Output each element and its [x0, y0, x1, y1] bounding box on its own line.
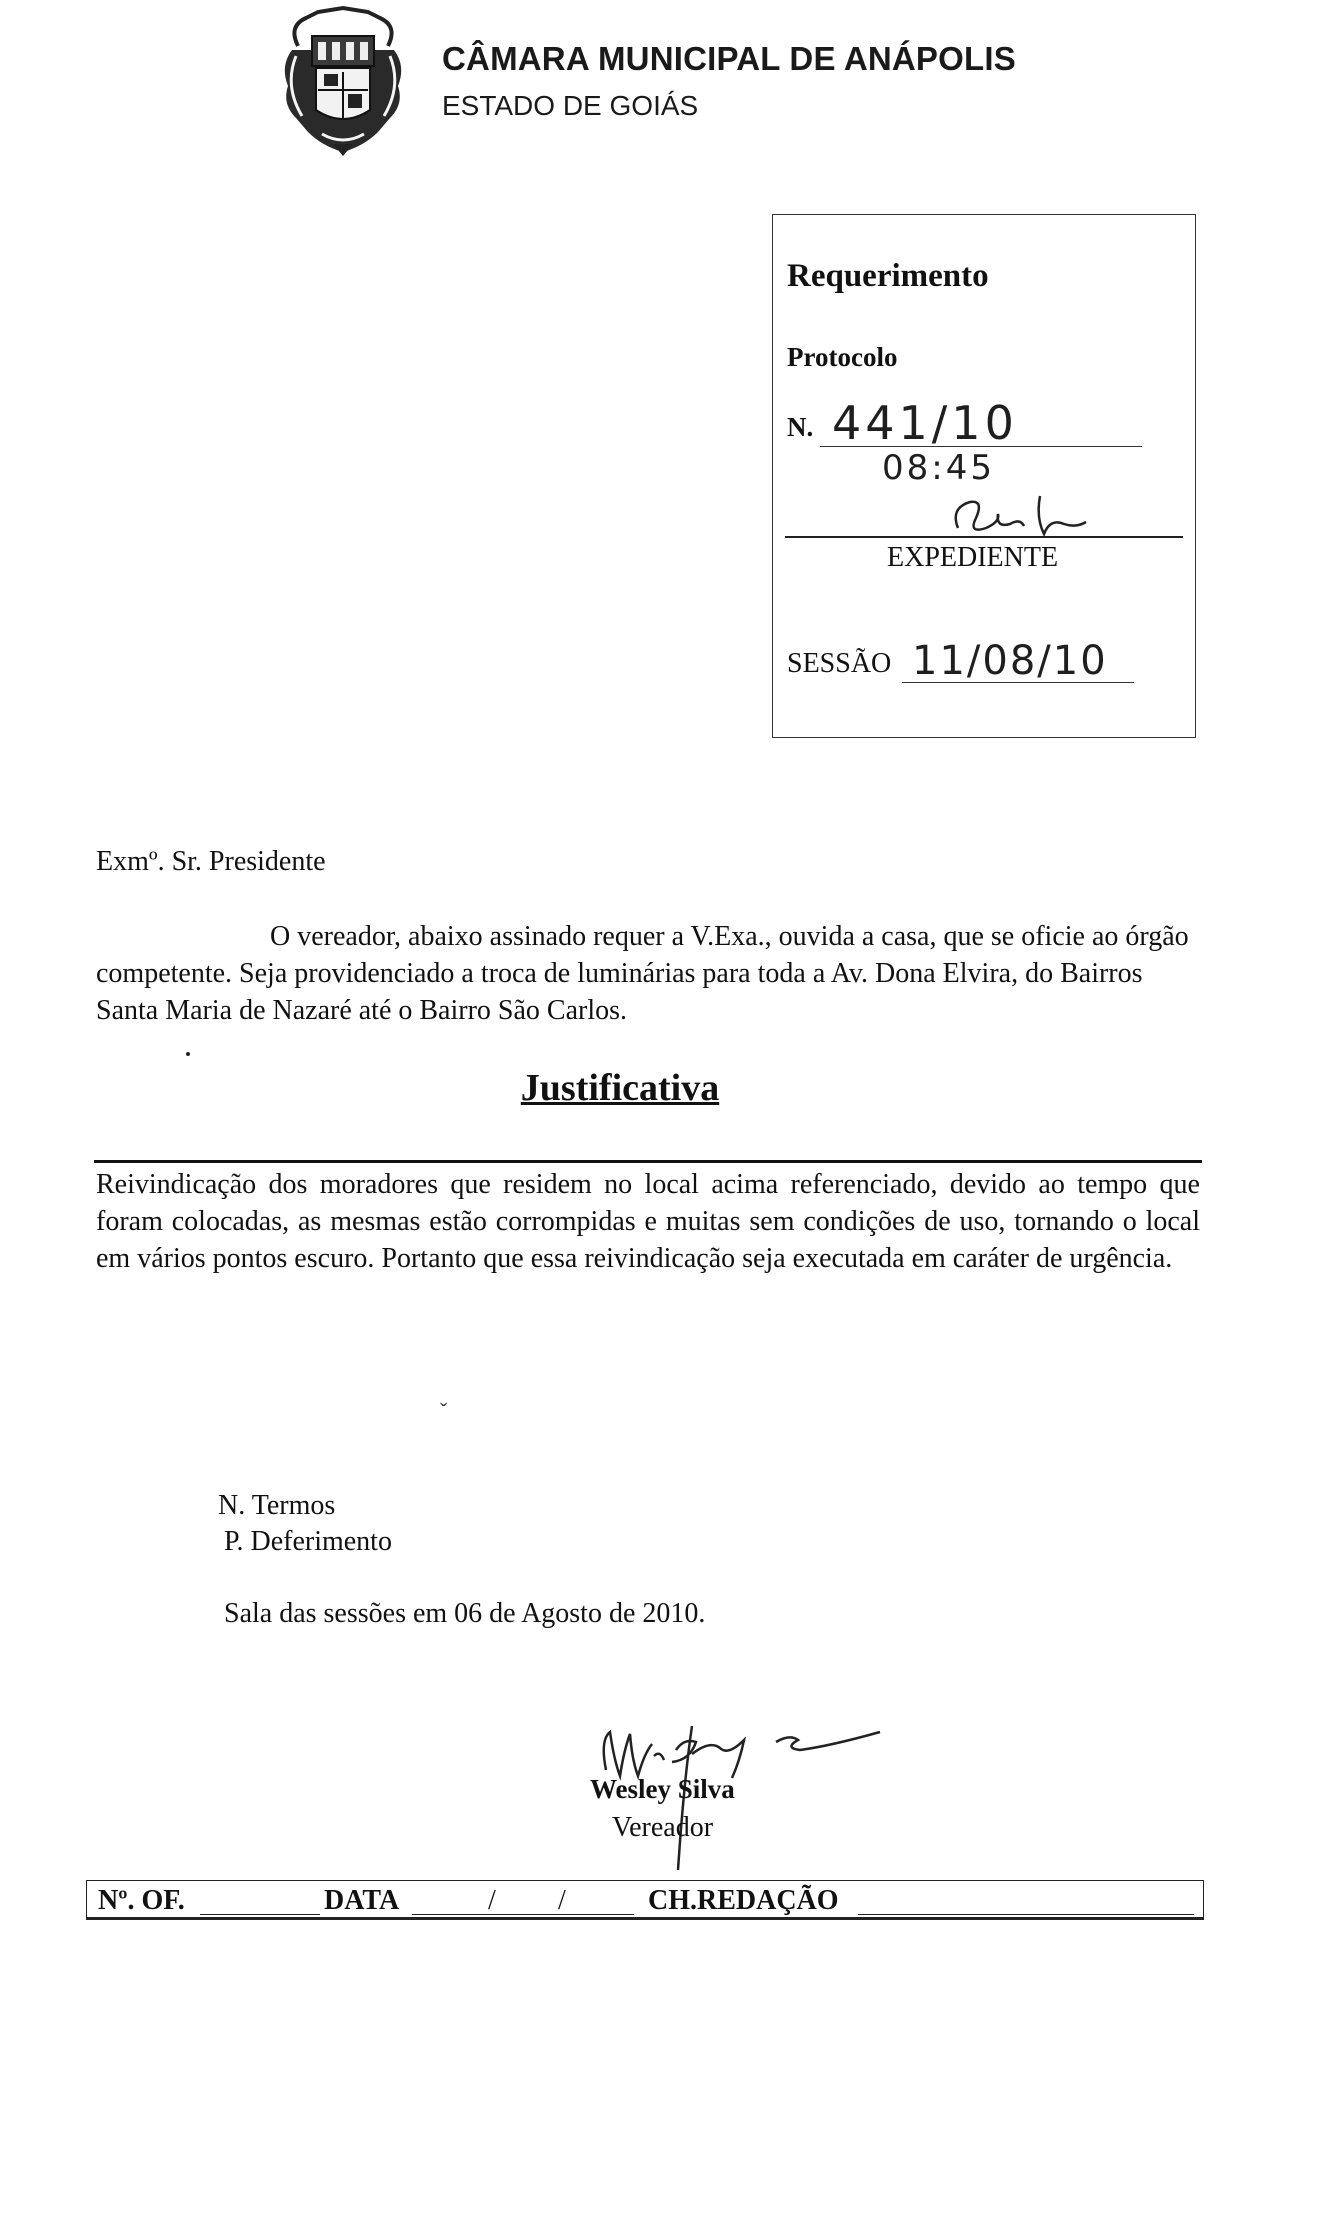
office-number-line — [200, 1914, 320, 1915]
redaction-label: CH.REDAÇÃO — [648, 1885, 839, 1916]
closing-terms: N. Termos — [218, 1490, 336, 1521]
session-date-line — [902, 682, 1134, 683]
session-date-value: 11/08/10 — [912, 638, 1108, 684]
institution-subtitle: ESTADO DE GOIÁS — [442, 90, 699, 121]
signer-name: Wesley Silva — [590, 1774, 735, 1804]
protocol-number-line — [820, 446, 1142, 447]
session-label: SESSÃO — [787, 648, 892, 679]
protocol-separator — [785, 536, 1183, 538]
closing-date-line: Sala das sessões em 06 de Agosto de 2010. — [224, 1598, 706, 1629]
protocol-time-value: 08:45 — [882, 448, 995, 488]
institution-title: CÂMARA MUNICIPAL DE ANÁPOLIS — [442, 40, 1016, 77]
municipal-crest-logo — [278, 6, 408, 156]
redaction-line — [858, 1914, 1194, 1915]
date-slash-2: / — [558, 1885, 566, 1916]
date-line — [412, 1914, 634, 1915]
clerk-initials-signature — [940, 488, 1090, 548]
closing-deferment: P. Deferimento — [224, 1526, 392, 1557]
justification-rule — [94, 1160, 1202, 1163]
date-label: DATA — [324, 1885, 400, 1916]
protocol-number-label: N. — [787, 412, 814, 442]
signer-role: Vereador — [612, 1812, 714, 1843]
stray-dot-mark — [186, 1052, 190, 1056]
request-type-title: Requerimento — [787, 258, 989, 294]
protocol-number-value: 441/10 — [832, 396, 1018, 450]
protocol-label: Protocolo — [787, 342, 898, 372]
stray-tick-mark: ˇ — [440, 1398, 448, 1423]
request-paragraph: O vereador, abaixo assinado requer a V.Exa., ouvida a casa, que se oficie ao órgão competente. Seja providenciado a troca de luminárias para toda a Av. Dona Elvira, do Bairros Santa Maria de Nazaré até o Bairro São Carlos. — [96, 921, 1189, 1026]
justification-text: Reivindicação dos moradores que residem no local acima referenciado, devido ao tempo que foram colocadas, as mesmas estão corrompidas e muitas sem condições de uso, tornando o local em vários pontos escuro. Portanto que essa reivindicação seja executada em caráter de urgência. — [96, 1169, 1200, 1274]
councilor-handwritten-signature — [580, 1720, 940, 1890]
justification-heading: Justificativa — [520, 1067, 720, 1109]
salutation: Exmº. Sr. Presidente — [96, 846, 326, 877]
date-slash-1: / — [488, 1885, 496, 1916]
expediente-label: EXPEDIENTE — [887, 542, 1059, 573]
office-number-label: Nº. OF. — [98, 1885, 185, 1916]
